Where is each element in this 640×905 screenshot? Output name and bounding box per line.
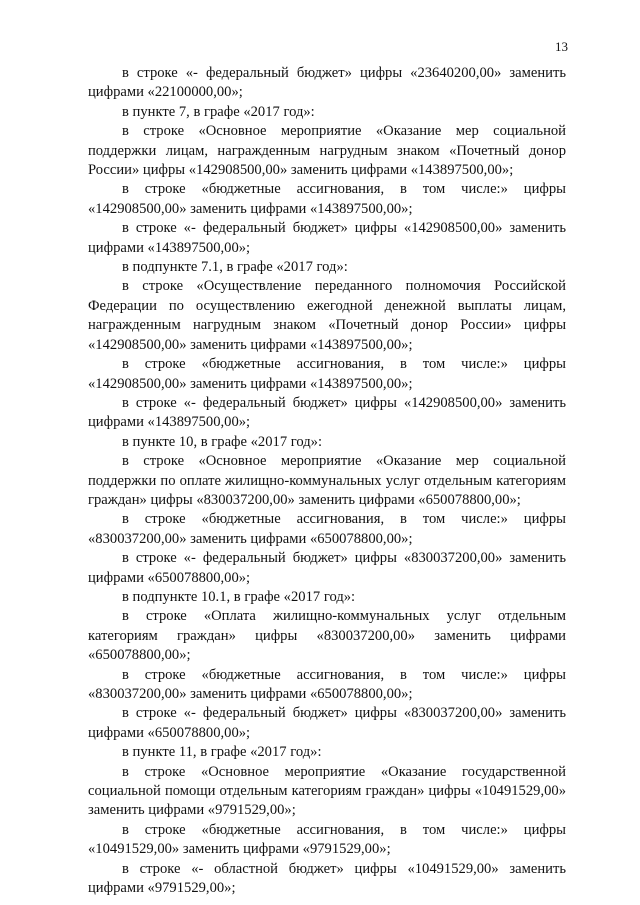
paragraph: в строке «- федеральный бюджет» цифры «830037200,00» заменить цифрами «650078800,00»; <box>88 550 566 586</box>
paragraph: в строке «Основное мероприятие «Оказание государственной социальной помощи отдельным категориям граждан» цифры «10491529,00» заменить цифрами «9791529,00»; <box>88 763 566 819</box>
document-body <box>88 64 566 898</box>
paragraph: в подпункте 10.1, в графе «2017 год»: <box>122 588 356 605</box>
paragraph: в строке «бюджетные ассигнования, в том числе:» цифры «10491529,00» заменить цифрами «9791529,00»; <box>88 821 566 858</box>
paragraph: в строке «Основное мероприятие «Оказание мер социальной поддержки лицам, награжденным нагрудным знаком «Почетный донор России» цифры «142908500,00» заменить цифрами «143897500,00»; <box>88 123 566 179</box>
paragraph: в строке «бюджетные ассигнования, в том числе:» цифры «830037200,00» заменить цифрами «650078800,00»; <box>88 666 566 702</box>
page-number: 13 <box>555 39 568 54</box>
paragraph: в пункте 11, в графе «2017 год»: <box>122 744 322 761</box>
paragraph: в строке «- федеральный бюджет» цифры «142908500,00» заменить цифрами «143897500,00»; <box>88 220 566 256</box>
paragraph: в строке «бюджетные ассигнования, в том числе:» цифры «830037200,00» заменить цифрами «650078800,00»; <box>88 511 566 547</box>
paragraph: в пункте 10, в графе «2017 год»: <box>122 433 323 450</box>
paragraph: в строке «Осуществление переданного полномочия Российской Федерации по осуществлению ежегодной денежной выплаты лицам, награжденным нагрудным знаком «Почетный донор России» цифры «142908500,00» заменить цифрами «143897500,00»; <box>88 278 566 353</box>
paragraph: в строке «- областной бюджет» цифры «10491529,00» заменить цифрами «9791529,00»; <box>88 860 566 897</box>
paragraph: в строке «Оплата жилищно-коммунальных услуг отдельным категориям граждан» цифры «830037200,00» заменить цифрами «650078800,00»; <box>88 608 566 664</box>
paragraph: в строке «бюджетные ассигнования, в том числе:» цифры «142908500,00» заменить цифрами «143897500,00»; <box>88 181 566 217</box>
paragraph: в строке «- федеральный бюджет» цифры «23640200,00» заменить цифрами «22100000,00»; <box>88 65 566 101</box>
paragraph: в строке «- федеральный бюджет» цифры «830037200,00» заменить цифрами «650078800,00»; <box>88 705 566 741</box>
paragraph: в подпункте 7.1, в графе «2017 год»: <box>122 259 348 276</box>
paragraph: в строке «бюджетные ассигнования, в том числе:» цифры «142908500,00» заменить цифрами «143897500,00»; <box>88 356 566 392</box>
paragraph: в строке «- федеральный бюджет» цифры «142908500,00» заменить цифрами «143897500,00»; <box>88 394 566 431</box>
paragraph: в пункте 7, в графе «2017 год»: <box>122 103 315 120</box>
paragraph: в строке «Основное мероприятие «Оказание мер социальной поддержки по оплате жилищно-коммунальных услуг отдельным категориям граждан» цифры «830037200,00» заменить цифрами «650078800,00»; <box>88 453 566 508</box>
